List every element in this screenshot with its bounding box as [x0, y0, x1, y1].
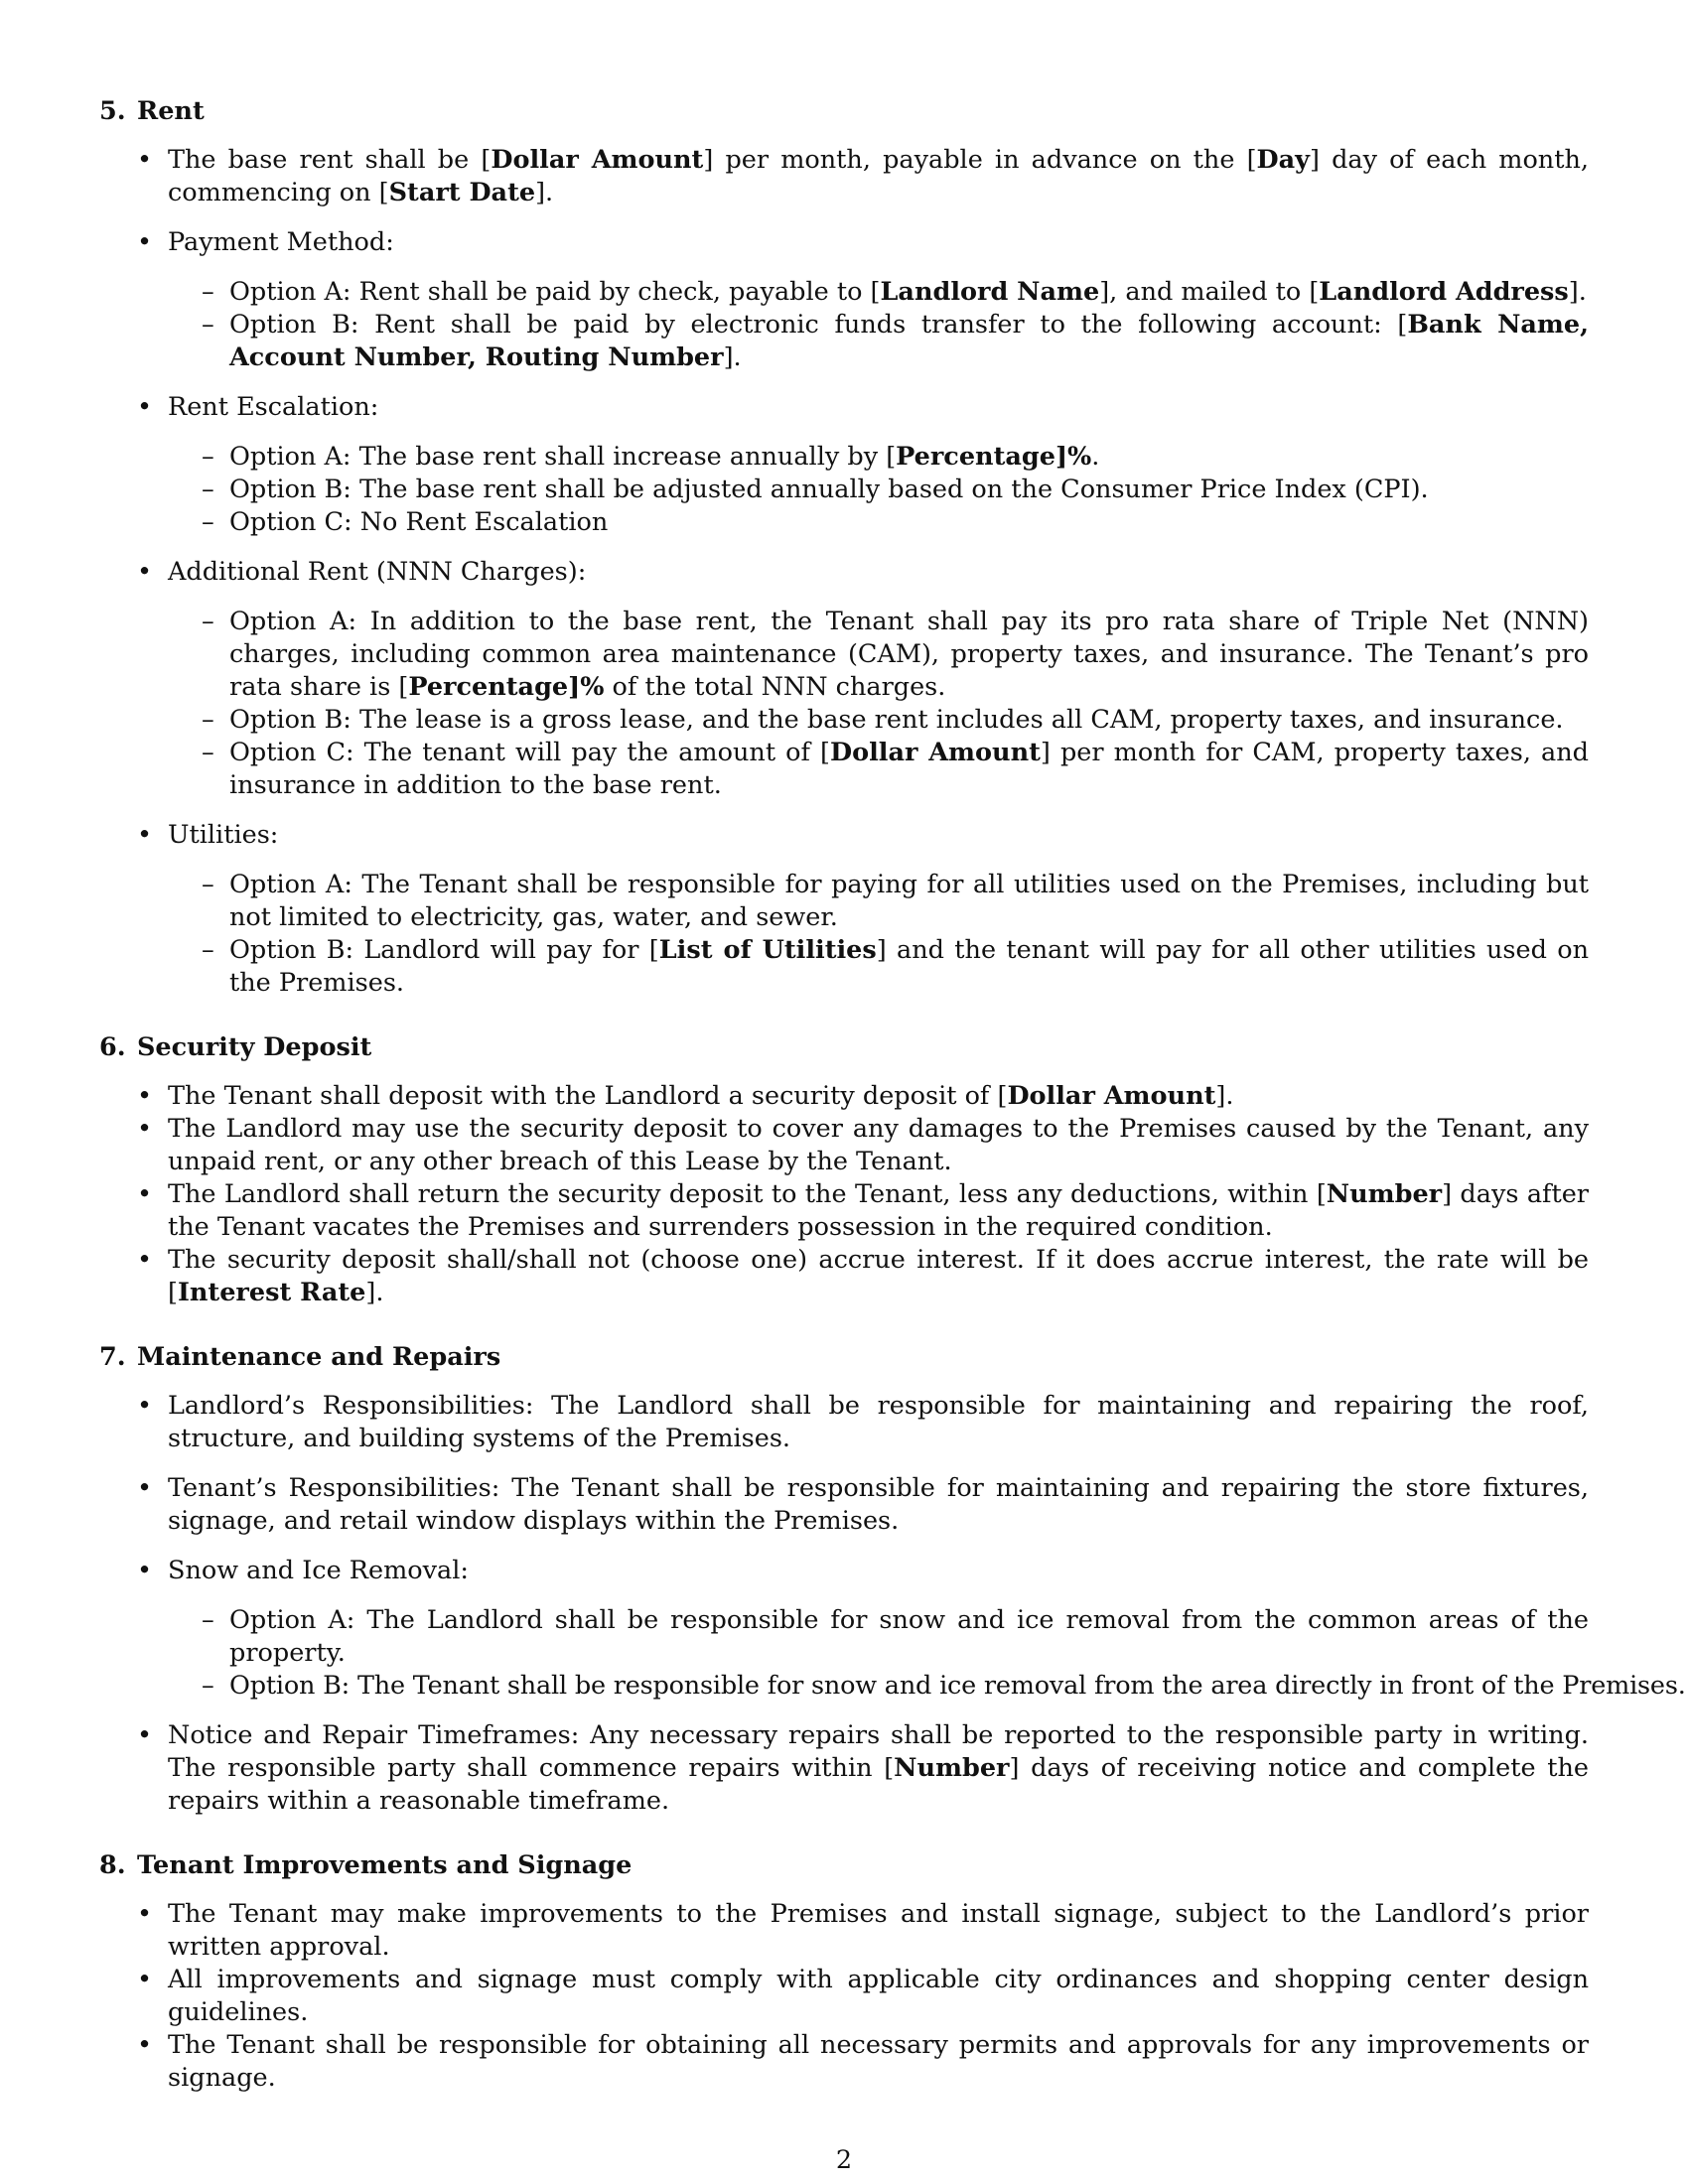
section-rent — [99, 95, 1589, 1000]
text-run: ]. — [365, 1278, 384, 1307]
placeholder-field: Percentage]% — [896, 442, 1092, 472]
text-run: ], and mailed to [ — [1099, 277, 1320, 307]
text-run: Option B: Landlord will pay for [ — [229, 935, 659, 965]
bullet-list — [99, 1898, 1589, 2095]
option-item: – Option B: The base rent shall be adjusted annually based on the Consumer Price Index (CPI). — [229, 474, 1589, 506]
text-run: The Landlord shall return the security deposit to the Tenant, less any deductions, within [ — [168, 1179, 1327, 1209]
section-number: 7. — [99, 1342, 126, 1372]
placeholder-field: Number — [1326, 1179, 1443, 1209]
text-run: Option A: In addition to the base rent, the Tenant shall pay its pro rata share of Triple Net (NNN) charges, including common area maintenance (CAM), property taxes, and insurance. The Tenant’s pro rata share is [ — [229, 607, 1589, 702]
placeholder-field: Interest Rate — [177, 1278, 366, 1307]
placeholder-field: Landlord Name — [880, 277, 1100, 307]
list-item — [168, 391, 1589, 539]
placeholder-field: Day — [1256, 145, 1310, 175]
section-security-deposit — [99, 1031, 1589, 1309]
text-run: Option B: Rent shall be paid by electronic funds transfer to the following account: [ — [229, 310, 1408, 340]
section-number: 6. — [99, 1032, 126, 1062]
text-run: ] days after the Tenant vacates the Premises and surrenders possession in the required condition. — [168, 1179, 1589, 1242]
list-item-label: Additional Rent (NNN Charges): — [168, 557, 587, 587]
list-item — [168, 819, 1589, 1000]
section-heading — [99, 1849, 1589, 1882]
list-item-label: Rent Escalation: — [168, 392, 379, 422]
section-tenant-improvements-signage — [99, 1849, 1589, 2095]
list-item — [168, 1178, 1589, 1244]
lease-document — [99, 95, 1686, 2126]
option-list — [168, 276, 1589, 374]
list-item: • The Landlord may use the security deposit to cover any damages to the Premises caused by the Tenant, any unpaid rent, or any other breach of this Lease by the Tenant. — [168, 1113, 1589, 1178]
option-item: – Option B: The lease is a gross lease, and the base rent includes all CAM, property taxes, and insurance. — [229, 704, 1589, 737]
list-item — [168, 144, 1589, 209]
section-heading — [99, 1341, 1589, 1374]
list-item — [168, 1080, 1589, 1113]
placeholder-field: Bank Name, Account Number, Routing Number — [229, 310, 1589, 372]
option-item — [229, 737, 1589, 802]
list-item — [168, 1244, 1589, 1309]
text-run: of the total NNN charges. — [604, 672, 946, 702]
option-list — [168, 606, 1589, 802]
text-run: Notice and Repair Timeframes: Any necessary repairs shall be reported to the responsible party in writing. The responsible party shall commence repairs within [ — [168, 1720, 1589, 1783]
option-item: – Option C: No Rent Escalation — [229, 506, 1589, 539]
placeholder-field: Start Date — [388, 178, 536, 207]
section-title: Maintenance and Repairs — [137, 1342, 501, 1372]
page-number: 2 — [835, 2145, 853, 2175]
option-list — [168, 869, 1589, 1000]
text-run: ]. — [535, 178, 554, 207]
list-item — [168, 556, 1589, 802]
option-item — [229, 441, 1589, 474]
text-run: ]. — [1568, 277, 1587, 307]
text-run: . — [1091, 442, 1100, 472]
option-list — [168, 1604, 1686, 1703]
list-item: • The Tenant shall be responsible for obtaining all necessary permits and approvals for any improvements or signage. — [168, 2029, 1589, 2095]
text-run: The Tenant shall deposit with the Landlord a security deposit of [ — [168, 1081, 1008, 1111]
list-item: • The Tenant may make improvements to the Premises and install signage, subject to the Landlord’s prior written approval. — [168, 1898, 1589, 1964]
text-run: ] and the tenant will pay for all other utilities used on the Premises. — [229, 935, 1590, 998]
section-number: 5. — [99, 96, 126, 126]
option-item: – Option A: The Landlord shall be responsible for snow and ice removal from the common areas of the property. — [229, 1604, 1589, 1670]
list-item: • Tenant’s Responsibilities: The Tenant shall be responsible for maintaining and repairing the store fixtures, signage, and retail window displays within the Premises. — [168, 1472, 1589, 1538]
list-item-label: Payment Method: — [168, 227, 394, 257]
text-run: Option A: Rent shall be paid by check, payable to [ — [229, 277, 881, 307]
text-run: ] days of receiving notice and complete the repairs within a reasonable timeframe. — [168, 1753, 1589, 1816]
section-title: Rent — [137, 96, 205, 126]
list-item — [168, 226, 1589, 374]
option-item: – Option A: The Tenant shall be responsible for paying for all utilities used on the Premises, including but not limited to electricity, gas, water, and sewer. — [229, 869, 1589, 934]
option-item — [229, 606, 1589, 704]
section-heading — [99, 95, 1589, 128]
placeholder-field: Number — [894, 1753, 1010, 1783]
bullet-list — [99, 1390, 1686, 1818]
option-item — [229, 276, 1589, 309]
option-item: – Option B: The Tenant shall be responsible for snow and ice removal from the area directly in front of the Premises. — [229, 1670, 1589, 1703]
text-run: ] per month, payable in advance on the [ — [703, 145, 1257, 175]
placeholder-field: Percentage]% — [408, 672, 605, 702]
placeholder-field: List of Utilities — [658, 935, 877, 965]
list-item-label: Utilities: — [168, 820, 279, 850]
list-item: • All improvements and signage must comply with applicable city ordinances and shopping center design guidelines. — [168, 1964, 1589, 2029]
bullet-list — [99, 144, 1589, 1000]
text-run: ] day of each month, commencing on [ — [168, 145, 1590, 207]
placeholder-field: Dollar Amount — [1007, 1081, 1216, 1111]
option-list — [168, 441, 1589, 539]
text-run: Option C: The tenant will pay the amount of [ — [229, 738, 830, 767]
placeholder-field: Landlord Address — [1319, 277, 1569, 307]
text-run: ]. — [723, 342, 742, 372]
text-run: Option A: The base rent shall increase annually by [ — [229, 442, 897, 472]
list-item-label: Snow and Ice Removal: — [168, 1556, 469, 1585]
text-run: The base rent shall be [ — [168, 145, 492, 175]
list-item: • Landlord’s Responsibilities: The Landlord shall be responsible for maintaining and repairing the roof, structure, and building systems of the Premises. — [168, 1390, 1589, 1455]
option-item — [229, 309, 1589, 374]
option-item — [229, 934, 1589, 1000]
text-run: ]. — [1215, 1081, 1234, 1111]
list-item — [168, 1719, 1589, 1818]
section-number: 8. — [99, 1850, 126, 1880]
section-heading — [99, 1031, 1589, 1064]
section-title: Security Deposit — [137, 1032, 372, 1062]
text-run: The security deposit shall/shall not (choose one) accrue interest. If it does accrue interest, the rate will be [ — [168, 1245, 1589, 1307]
section-title: Tenant Improvements and Signage — [137, 1850, 633, 1880]
placeholder-field: Dollar Amount — [491, 145, 704, 175]
text-run: ] per month for CAM, property taxes, and insurance in addition to the base rent. — [229, 738, 1589, 800]
bullet-list — [99, 1080, 1589, 1309]
list-item — [168, 1555, 1686, 1703]
section-maintenance-repairs — [99, 1341, 1686, 1818]
placeholder-field: Dollar Amount — [829, 738, 1041, 767]
